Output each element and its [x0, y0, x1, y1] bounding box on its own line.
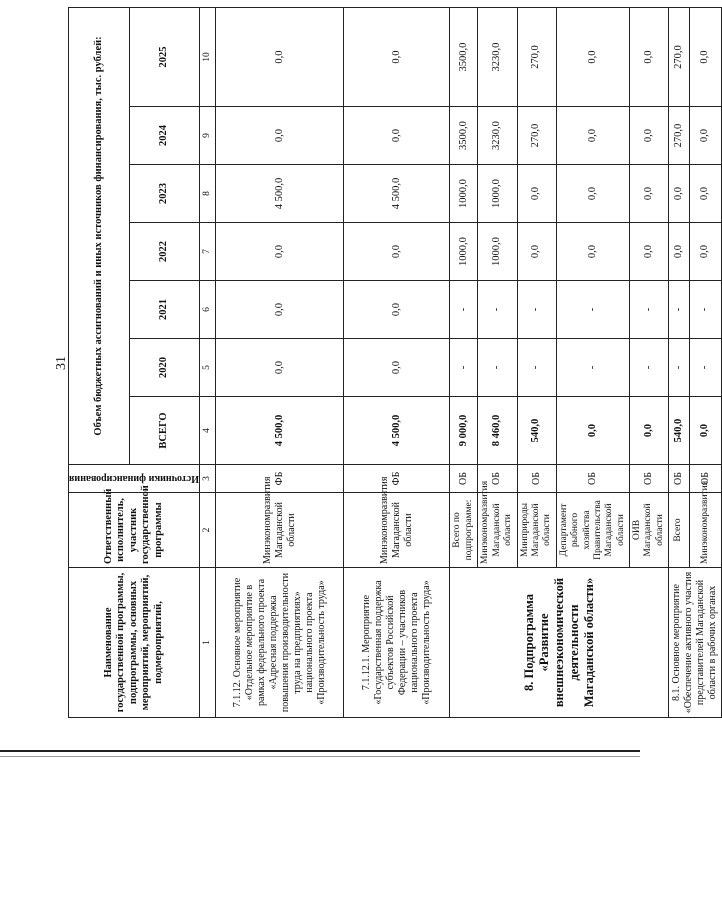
- column-numbers-row: [199, 8, 215, 718]
- row-responsible: Минэкономразвития Магаданской области: [216, 493, 344, 568]
- row-responsible: Минэкономразвития Магаданской области: [344, 493, 450, 568]
- page-number: 31: [54, 356, 69, 370]
- row-source: ОБ: [689, 465, 721, 493]
- value-total: 0,0: [630, 397, 669, 465]
- header-year-2022: 2022: [129, 223, 199, 281]
- value-total: 540,0: [517, 397, 556, 465]
- value-2025: 0,0: [689, 8, 721, 107]
- value-2023: 0,0: [556, 165, 629, 223]
- value-2022: 1000,0: [478, 223, 517, 281]
- row-responsible: Минэкономразвития Магаданской области: [478, 493, 517, 568]
- col-number: 5: [199, 339, 215, 397]
- header-year-2025: 2025: [129, 8, 199, 107]
- value-2024: 270,0: [669, 107, 690, 165]
- col-number: 4: [199, 397, 215, 465]
- col-number: 7: [199, 223, 215, 281]
- value-2022: 0,0: [344, 223, 450, 281]
- value-2022: 0,0: [630, 223, 669, 281]
- header-year-2021: 2021: [129, 281, 199, 339]
- value-2020: -: [630, 339, 669, 397]
- header-funding-title: Объем бюджетных ассигнований и иных источников финансирования, тыс. рублей:: [69, 8, 130, 465]
- value-2024: 3500,0: [450, 107, 478, 165]
- value-2021: -: [478, 281, 517, 339]
- funding-table: [68, 7, 722, 718]
- value-2022: 0,0: [689, 223, 721, 281]
- value-2024: 0,0: [556, 107, 629, 165]
- value-2021: -: [450, 281, 478, 339]
- value-2021: -: [669, 281, 690, 339]
- value-2023: 0,0: [689, 165, 721, 223]
- value-2021: -: [517, 281, 556, 339]
- value-2020: 0,0: [216, 339, 344, 397]
- col-number: 2: [199, 493, 215, 568]
- value-2023: 0,0: [630, 165, 669, 223]
- col-number: 8: [199, 165, 215, 223]
- row-source: ФБ: [344, 465, 450, 493]
- value-2023: 1000,0: [450, 165, 478, 223]
- row-responsible: Всего: [669, 493, 690, 568]
- row-name: 8.1. Основное мероприятие «Обеспечение активного участия представителей Магаданской области в рабочих органах: [669, 568, 722, 718]
- value-2025: 0,0: [556, 8, 629, 107]
- value-total: 4 500,0: [344, 397, 450, 465]
- header-responsible-col: Ответственный исполнитель, участник государственной программы: [69, 493, 200, 568]
- header-source-col: Источники финансирования: [69, 465, 200, 493]
- value-2025: 0,0: [344, 8, 450, 107]
- value-2021: -: [689, 281, 721, 339]
- value-total: 0,0: [689, 397, 721, 465]
- table-row: [669, 8, 690, 718]
- row-responsible: ОИВ Магаданской области: [630, 493, 669, 568]
- value-2023: 0,0: [517, 165, 556, 223]
- value-2024: 0,0: [630, 107, 669, 165]
- col-number: 1: [199, 568, 215, 718]
- page-divider: [0, 750, 640, 752]
- col-number: 6: [199, 281, 215, 339]
- row-source: ФБ: [216, 465, 344, 493]
- value-2022: 1000,0: [450, 223, 478, 281]
- value-2020: -: [669, 339, 690, 397]
- value-2024: 270,0: [517, 107, 556, 165]
- value-total: 8 460,0: [478, 397, 517, 465]
- section-title: 8. Подпрограмма «Развитие внешнеэкономической деятельности Магаданской области»: [450, 568, 669, 718]
- value-2024: 0,0: [216, 107, 344, 165]
- value-2021: 0,0: [216, 281, 344, 339]
- value-2025: 0,0: [216, 8, 344, 107]
- value-2020: -: [689, 339, 721, 397]
- table-row: [344, 8, 450, 718]
- header-year-total: ВСЕГО: [129, 397, 199, 465]
- row-name: 7.1.12.1. Мероприятие «Государственная поддержка субъектов Российской Федерации – участников национального проекта «Производительность труда»: [344, 568, 450, 718]
- value-total: 9 000,0: [450, 397, 478, 465]
- row-source: ОБ: [556, 465, 629, 493]
- value-total: 4 500,0: [216, 397, 344, 465]
- value-2025: 0,0: [630, 8, 669, 107]
- value-2023: 0,0: [669, 165, 690, 223]
- header-name-col: Наименование государственной программы, подпрограммы, основных мероприятий, мероприятий, подмероприятий,: [69, 568, 200, 718]
- value-2024: 3230,0: [478, 107, 517, 165]
- value-2025: 270,0: [517, 8, 556, 107]
- value-2025: 270,0: [669, 8, 690, 107]
- rotated-table-container: [68, 8, 719, 718]
- value-2022: 0,0: [669, 223, 690, 281]
- value-2023: 1000,0: [478, 165, 517, 223]
- value-2023: 4 500,0: [344, 165, 450, 223]
- value-2022: 0,0: [556, 223, 629, 281]
- value-2021: -: [556, 281, 629, 339]
- header-year-2024: 2024: [129, 107, 199, 165]
- row-name: 7.1.12. Основное мероприятие «Отдельное мероприятие в рамках федерального проекта «Адресная поддержка повышения производительности труда на предприятиях» национального проекта «Производительность труда»: [216, 568, 344, 718]
- row-source: ОБ: [450, 465, 478, 493]
- row-source: ОБ: [630, 465, 669, 493]
- value-2021: -: [630, 281, 669, 339]
- row-source: ОБ: [478, 465, 517, 493]
- value-2022: 0,0: [216, 223, 344, 281]
- value-2021: 0,0: [344, 281, 450, 339]
- value-2022: 0,0: [517, 223, 556, 281]
- col-number: 3: [199, 465, 215, 493]
- row-responsible: Всего по подпрограмме:: [450, 493, 478, 568]
- col-number: 10: [199, 8, 215, 107]
- row-responsible: Департамент рыбного хозяйства Правительства Магаданской области: [556, 493, 629, 568]
- value-total: 540,0: [669, 397, 690, 465]
- value-2025: 3230,0: [478, 8, 517, 107]
- table-row: [450, 8, 478, 718]
- row-responsible: Минэкономразвития: [689, 493, 721, 568]
- value-2025: 3500,0: [450, 8, 478, 107]
- row-source: ОБ: [669, 465, 690, 493]
- value-2024: 0,0: [689, 107, 721, 165]
- header-year-2020: 2020: [129, 339, 199, 397]
- value-total: 0,0: [556, 397, 629, 465]
- col-number: 9: [199, 107, 215, 165]
- value-2020: -: [450, 339, 478, 397]
- page-divider-thin: [0, 756, 640, 757]
- value-2020: -: [478, 339, 517, 397]
- row-source: ОБ: [517, 465, 556, 493]
- table-row: [216, 8, 344, 718]
- value-2020: 0,0: [344, 339, 450, 397]
- value-2024: 0,0: [344, 107, 450, 165]
- value-2023: 4 500,0: [216, 165, 344, 223]
- value-2020: -: [556, 339, 629, 397]
- value-2020: -: [517, 339, 556, 397]
- row-responsible: Минприроды Магаданской области: [517, 493, 556, 568]
- header-year-2023: 2023: [129, 165, 199, 223]
